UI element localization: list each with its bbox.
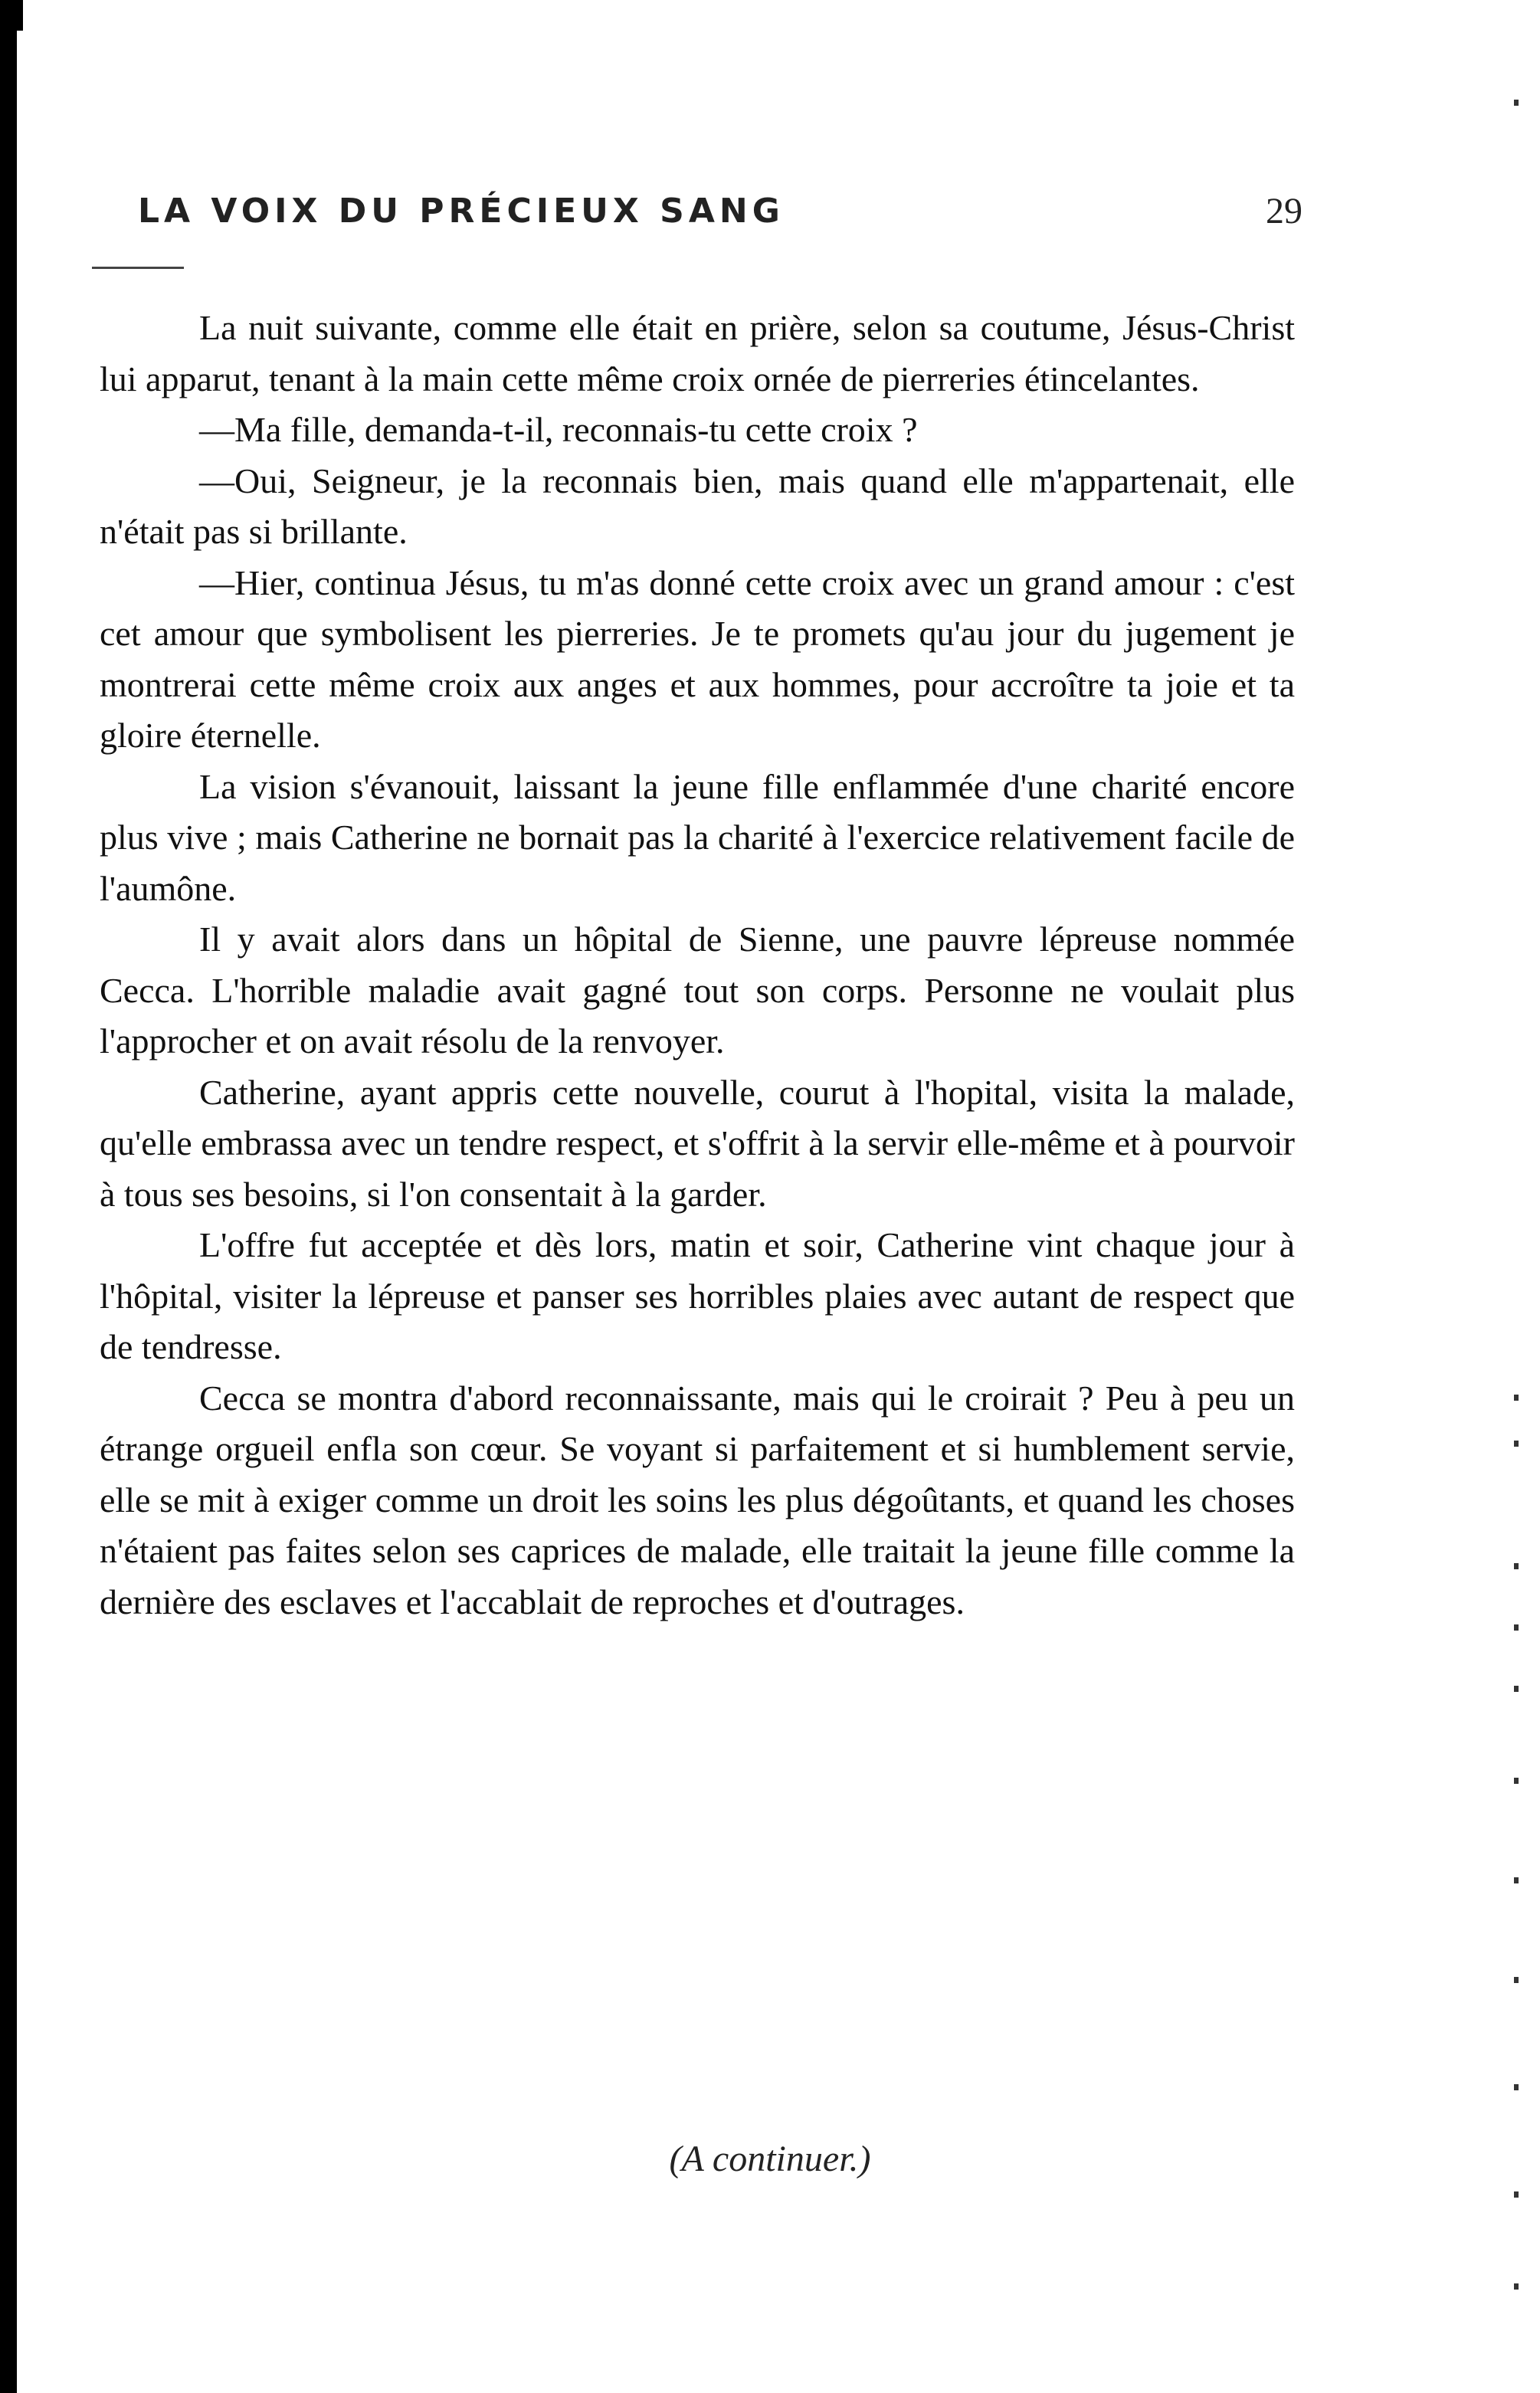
page-spine-edge (0, 0, 17, 2393)
paragraph: —Oui, Seigneur, je la reconnais bien, mais quand elle m'appartenait, elle n'était pas si brillante. (100, 461, 1295, 551)
paragraph: L'offre fut acceptée et dès lors, matin et soir, Catherine vint chaque jour à l'hôpital, visiter la lépreuse et panser ses horribles plaies avec autant de respect que de tendresse. (100, 1225, 1295, 1366)
body-text (100, 303, 1295, 1628)
running-title: LA VOIX DU PRÉCIEUX SANG (138, 191, 785, 231)
scan-speck (1514, 100, 1519, 106)
paragraph: Catherine, ayant appris cette nouvelle, courut à l'hopital, visita la malade, qu'elle embrassa avec un tendre respect, et s'offrit à la servir elle-même et à pourvoir à tous ses besoins, si l'on consentait à la garder. (100, 1072, 1295, 1214)
scan-speck (1514, 1778, 1519, 1784)
paragraph: Cecca se montra d'abord reconnaissante, mais qui le croirait ? Peu à peu un étrange orgueil enfla son cœur. Se voyant si parfaitement et si humblement servie, elle se mit à exiger comme un droit les soins les plus dégoûtants, et quand les choses n'étaient pas faites selon ses caprices de malade, elle traitait la jeune fille comme la dernière des esclaves et l'accablait de reproches et d'outrages. (100, 1378, 1295, 1621)
page-header (138, 184, 1302, 238)
header-rule (92, 267, 184, 269)
paragraph: —Hier, continua Jésus, tu m'as donné cette croix avec un grand amour : c'est cet amour que symbolisent les pierreries. Je te promets qu'au jour du jugement je montrerai cette même croix aux anges et aux hommes, pour accroître ta joie et ta gloire éternelle. (100, 562, 1295, 755)
scan-speck (1514, 1686, 1519, 1692)
paragraph: Il y avait alors dans un hôpital de Sienne, une pauvre lépreuse nommée Cecca. L'horrible maladie avait gagné tout son corps. Personne ne voulait plus l'approcher et on avait résolu de la renvoyer. (100, 920, 1295, 1060)
paragraph: La nuit suivante, comme elle était en prière, selon sa coutume, Jésus-Christ lui apparut, tenant à la main cette même croix ornée de pierreries étincelantes. (100, 308, 1295, 398)
paragraph: La vision s'évanouit, laissant la jeune fille enflammée d'une charité encore plus vive ; mais Catherine ne bornait pas la charité à l'exercice relativement facile de l'aumône. (100, 766, 1295, 908)
scan-speck (1514, 1977, 1519, 1983)
scan-speck (1514, 2283, 1519, 2290)
scan-speck (1514, 1877, 1519, 1883)
scan-speck (1514, 1624, 1519, 1631)
page-number: 29 (1266, 190, 1302, 231)
paragraph: —Ma fille, demanda-t-il, reconnais-tu cette croix ? (199, 410, 918, 449)
scan-speck (1514, 1441, 1519, 1447)
scan-speck (1514, 2191, 1519, 2198)
continuation-note: (A continuer.) (669, 2139, 871, 2179)
scan-speck (1514, 1563, 1519, 1569)
page-spine-edge-tip (17, 0, 23, 31)
scan-speck (1514, 1395, 1519, 1401)
scan-speck (1514, 2084, 1519, 2090)
